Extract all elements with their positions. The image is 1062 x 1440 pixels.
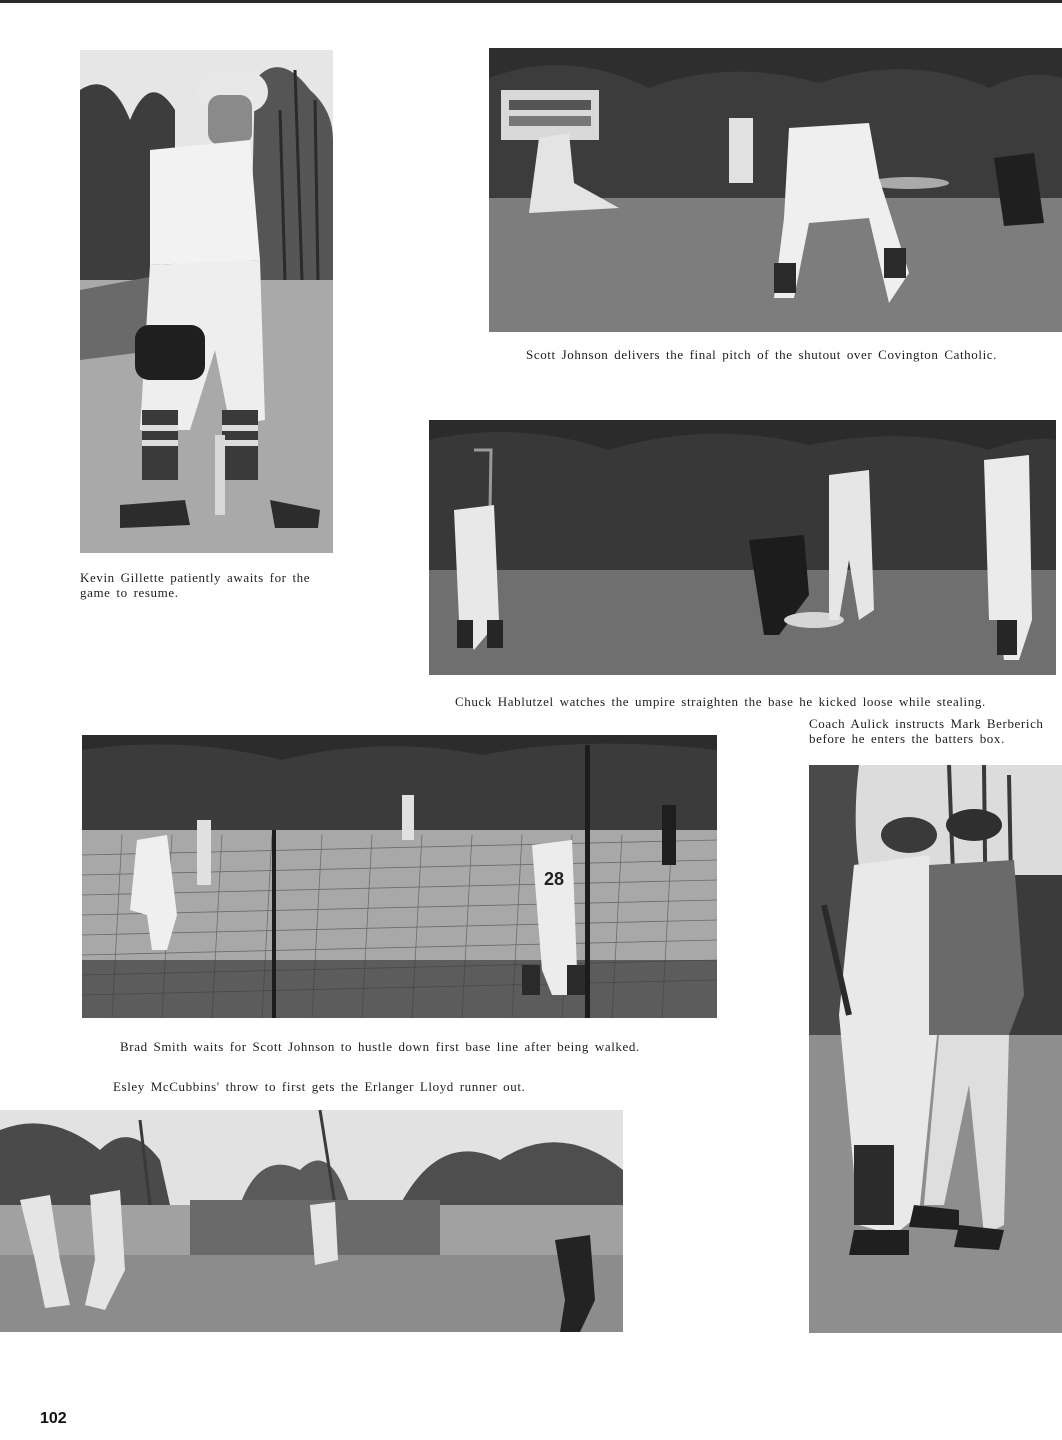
caption-kevin-gillette: Kevin Gillette patiently awaits for the game to resume. [80, 570, 311, 600]
photo-brad-smith [82, 735, 717, 1018]
photo-coach-aulick-image [809, 765, 1062, 1333]
photo-coach-aulick [809, 765, 1062, 1333]
photo-scott-johnson-pitch-image [489, 48, 1062, 332]
photo-brad-smith-image [82, 735, 717, 1018]
caption-esley-mccubbins: Esley McCubbins' throw to first gets the Erlanger Lloyd runner out. [113, 1079, 526, 1094]
photo-esley-mccubbins-image [0, 1110, 623, 1332]
photo-kevin-gillette [80, 50, 333, 553]
photo-chuck-hablutzel-image [429, 420, 1056, 675]
caption-brad-smith: Brad Smith waits for Scott Johnson to hustle down first base line after being walked. [120, 1039, 640, 1054]
photo-chuck-hablutzel [429, 420, 1056, 675]
caption-chuck-hablutzel: Chuck Hablutzel watches the umpire straighten the base he kicked loose while stealing. [455, 694, 986, 709]
page-number: 102 [40, 1410, 67, 1427]
photo-esley-mccubbins [0, 1110, 623, 1332]
photo-scott-johnson-pitch [489, 48, 1062, 332]
photo-kevin-gillette-image [80, 50, 333, 553]
caption-scott-johnson-pitch: Scott Johnson delivers the final pitch of the shutout over Covington Catholic. [526, 347, 998, 362]
page-top-rule [0, 0, 1062, 3]
jersey-number-28: 28 [544, 869, 565, 889]
caption-coach-aulick: Coach Aulick instructs Mark Berberich before he enters the batters box. [809, 716, 1044, 746]
